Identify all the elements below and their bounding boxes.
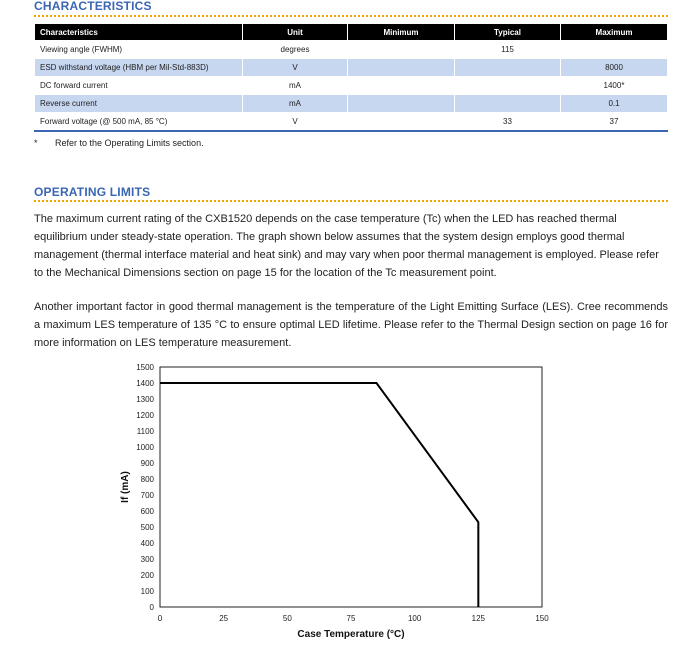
y-tick-label: 300 <box>140 555 154 564</box>
y-tick-label: 1200 <box>136 411 154 420</box>
characteristics-divider <box>34 15 668 17</box>
cell-maximum: 8000 <box>561 59 668 77</box>
cell-characteristic: Forward voltage (@ 500 mA, 85 °C) <box>35 113 243 132</box>
cell-maximum: 1400* <box>561 77 668 95</box>
y-tick-label: 200 <box>140 571 154 580</box>
x-tick-label: 25 <box>219 614 229 623</box>
x-tick-label: 75 <box>346 614 356 623</box>
table-row <box>35 113 668 132</box>
table-row <box>35 59 668 77</box>
y-tick-label: 1300 <box>136 395 154 404</box>
table-row <box>35 77 668 95</box>
x-tick-label: 150 <box>535 614 549 623</box>
y-tick-label: 600 <box>140 507 154 516</box>
cell-characteristic: Viewing angle (FWHM) <box>35 41 243 59</box>
cell-typical <box>455 95 561 113</box>
table-row <box>35 41 668 59</box>
cell-unit: V <box>243 59 348 77</box>
header-maximum: Maximum <box>561 24 668 41</box>
y-tick-label: 500 <box>140 523 154 532</box>
y-axis-ticks <box>136 363 154 612</box>
cell-unit: mA <box>243 77 348 95</box>
x-tick-label: 125 <box>471 614 486 623</box>
header-unit: Unit <box>243 24 348 41</box>
operating-limits-title: OPERATING LIMITS <box>34 185 151 199</box>
chart-series <box>160 383 478 607</box>
header-minimum: Minimum <box>348 24 455 41</box>
cell-characteristic: ESD withstand voltage (HBM per Mil-Std-883D) <box>35 59 243 77</box>
y-tick-label: 400 <box>140 539 154 548</box>
plot-area-frame <box>160 367 542 607</box>
y-axis-label: If (mA) <box>120 471 131 503</box>
cell-maximum <box>561 41 668 59</box>
footnote-marker: * <box>34 138 38 148</box>
y-tick-label: 900 <box>140 459 154 468</box>
x-tick-label: 0 <box>157 614 163 623</box>
y-tick-label: 1500 <box>136 363 154 372</box>
table-header-row <box>35 24 668 41</box>
max-current-line <box>160 383 478 607</box>
y-tick-label: 1400 <box>136 379 154 388</box>
cell-minimum <box>348 41 455 59</box>
table-row <box>35 95 668 113</box>
cell-minimum <box>348 95 455 113</box>
cell-maximum: 0.1 <box>561 95 668 113</box>
x-axis-ticks <box>158 614 549 623</box>
footnote-text: Refer to the Operating Limits section. <box>55 138 204 148</box>
y-tick-label: 100 <box>140 587 154 596</box>
cell-characteristic: Reverse current <box>35 95 243 113</box>
cell-minimum <box>348 113 455 132</box>
x-axis-label: Case Temperature (°C) <box>297 629 405 640</box>
y-tick-label: 700 <box>140 491 154 500</box>
cell-minimum <box>348 59 455 77</box>
table-footnote <box>34 138 204 148</box>
operating-limits-paragraph-1: The maximum current rating of the CXB1520 depends on the case temperature (Tc) when the LED has reached thermal equilibrium under steady-state operation. The graph shown below assumes that the system design employs good thermal management (thermal interface material and heat sink) and may vary when poor thermal management is employed. Please refer to the Mechanical Dimensions section on page 15 for the location of the Tc measurement point. <box>34 213 659 279</box>
cell-typical: 33 <box>455 113 561 132</box>
cell-unit: degrees <box>243 41 348 59</box>
cell-minimum <box>348 77 455 95</box>
cell-typical: 115 <box>455 41 561 59</box>
y-tick-label: 1000 <box>136 443 154 452</box>
cell-unit: V <box>243 113 348 132</box>
header-characteristics: Characteristics <box>35 24 243 41</box>
y-tick-label: 800 <box>140 475 154 484</box>
y-tick-label: 1100 <box>136 427 154 436</box>
cell-typical <box>455 77 561 95</box>
cell-maximum: 37 <box>561 113 668 132</box>
x-tick-label: 100 <box>407 614 422 623</box>
x-tick-label: 50 <box>282 614 292 623</box>
cell-characteristic: DC forward current <box>35 77 243 95</box>
cell-typical <box>455 59 561 77</box>
operating-limits-paragraph-2: Another important factor in good thermal management is the temperature of the Light Emitting Surface (LES). Cree recommends a maximum LES temperature of 135 °C to ensure optimal LED lifetime. Please refer to the Thermal Design section on page 16 for more information on LES temperature measurement. <box>34 301 668 349</box>
y-tick-label: 0 <box>149 603 154 612</box>
characteristics-title: CHARACTERISTICS <box>34 0 152 13</box>
cell-unit: mA <box>243 95 348 113</box>
operating-limits-divider <box>34 200 668 202</box>
header-typical: Typical <box>455 24 561 41</box>
characteristics-table <box>34 23 668 132</box>
